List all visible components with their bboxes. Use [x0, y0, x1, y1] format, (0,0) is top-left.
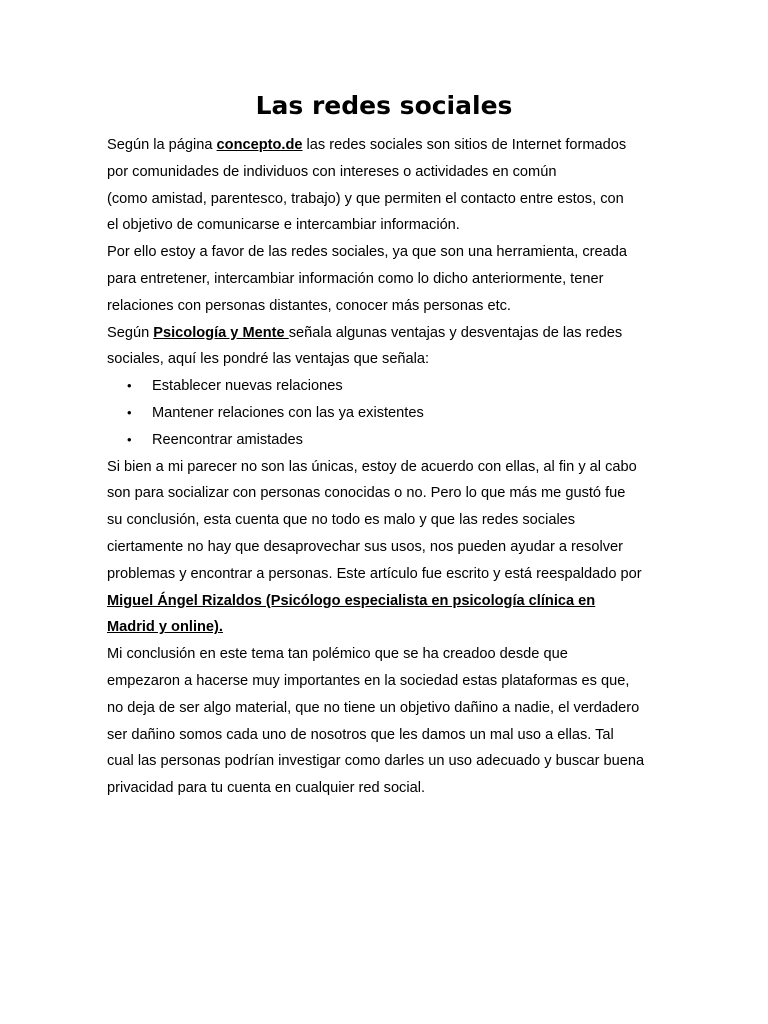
paragraph-line: (como amistad, parentesco, trabajo) y que permiten el contacto entre estos, con: [107, 190, 624, 207]
paragraph-line: ser dañino somos cada uno de nosotros que les damos un mal uso a ellas. Tal: [107, 726, 614, 743]
advantages-list: [107, 373, 687, 453]
concepto-de-link[interactable]: concepto.de: [216, 137, 303, 153]
paragraph-line: para entretener, intercambiar información como lo dicho anteriormente, tener: [107, 270, 604, 287]
list-item-text: Reencontrar amistades: [152, 431, 303, 448]
paragraph-line: [107, 132, 687, 159]
paragraph-line: problemas y encontrar a personas. Este artículo fue escrito y está reespaldado por: [107, 565, 642, 582]
list-item-text: Mantener relaciones con las ya existentes: [152, 404, 424, 421]
paragraph-line: Si bien a mi parecer no son las únicas, estoy de acuerdo con ellas, al fin y al cabo: [107, 458, 637, 475]
paragraph-line: por comunidades de individuos con intereses o actividades en común: [107, 163, 557, 180]
paragraph-line: son para socializar con personas conocidas o no. Pero lo que más me gustó fue: [107, 485, 626, 502]
paragraph-line: empezaron a hacerse muy importantes en la sociedad estas plataformas es que,: [107, 672, 630, 689]
author-link[interactable]: Miguel Ángel Rizaldos (Psicólogo especialista en psicología clínica en: [107, 592, 596, 609]
paragraph-line: cual las personas podrían investigar como darles un uso adecuado y buscar buena: [107, 753, 645, 770]
text-run: Según la página: [107, 137, 217, 153]
paragraph-line: sociales, aquí les pondré las ventajas que señala:: [107, 351, 430, 368]
paragraph-line: [107, 588, 687, 615]
bullet-icon: •: [127, 431, 132, 447]
list-item: [107, 373, 687, 400]
paragraph-line: Mi conclusión en este tema tan polémico que se ha creadoo desde que: [107, 646, 568, 663]
paragraph-line: relaciones con personas distantes, conocer más personas etc.: [107, 297, 511, 314]
document-title: Las redes sociales: [255, 91, 513, 120]
paragraph-line: no deja de ser algo material, que no tiene un objetivo dañino a nadie, el verdadero: [107, 699, 640, 716]
paragraph-line: su conclusión, esta cuenta que no todo es malo y que las redes sociales: [107, 512, 576, 529]
document-body: [107, 132, 687, 802]
paragraph-line: ciertamente no hay que desaprovechar sus usos, nos pueden ayudar a resolver: [107, 538, 623, 555]
paragraph-line: [107, 614, 687, 641]
paragraph-line: [107, 320, 687, 347]
author-link-continued[interactable]: Madrid y online).: [107, 619, 223, 636]
bullet-icon: •: [127, 378, 132, 394]
list-item: [107, 427, 687, 454]
list-item: [107, 400, 687, 427]
list-item-text: Establecer nuevas relaciones: [152, 378, 343, 395]
paragraph-line: Por ello estoy a favor de las redes sociales, ya que son una herramienta, creada: [107, 244, 627, 261]
text-run: señala algunas ventajas y desventajas de las redes: [288, 324, 623, 341]
paragraph-line: privacidad para tu cuenta en cualquier red social.: [107, 780, 426, 797]
psicologia-y-mente-link[interactable]: Psicología y Mente: [153, 324, 289, 341]
paragraph-line: el objetivo de comunicarse e intercambiar información.: [107, 217, 460, 234]
bullet-icon: •: [127, 404, 132, 420]
text-run: las redes sociales son sitios de Internet formados: [302, 137, 627, 153]
text-run: Según: [107, 324, 154, 341]
